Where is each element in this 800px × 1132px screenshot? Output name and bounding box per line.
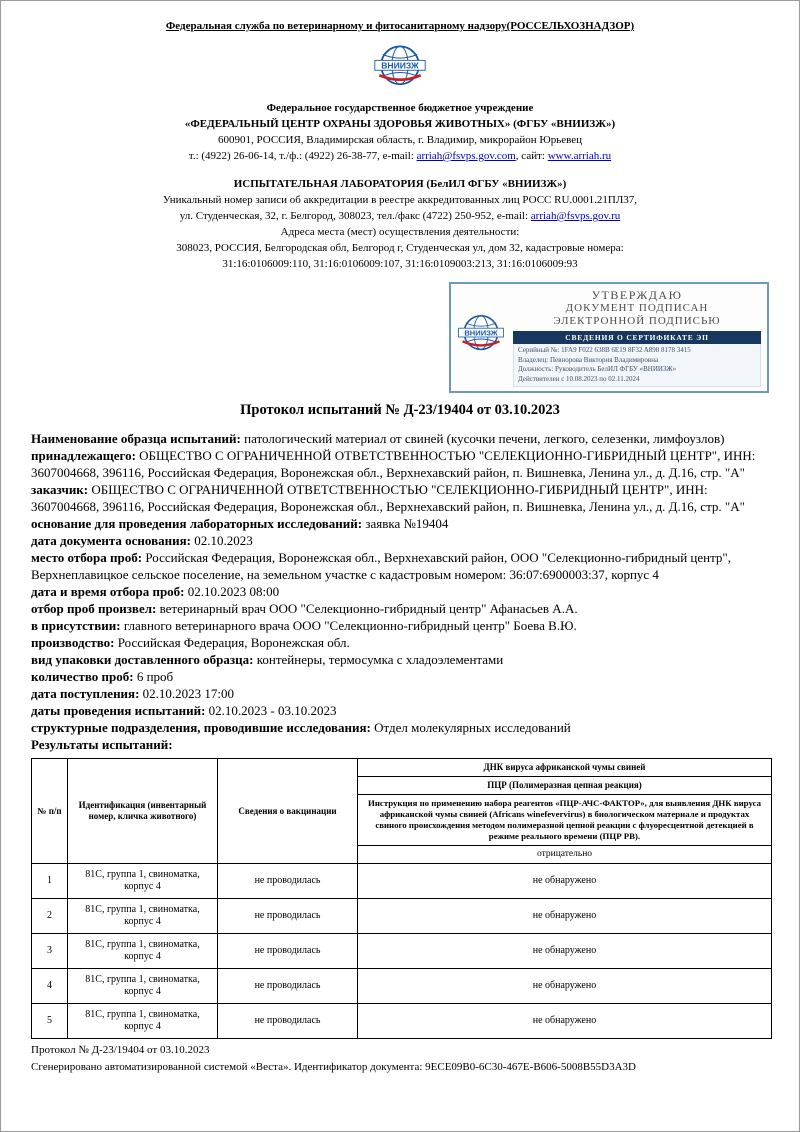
field-receipt-date bbox=[31, 685, 769, 702]
field-label: дата поступления: bbox=[31, 686, 140, 701]
field-sampler bbox=[31, 600, 769, 617]
stamp-signed-line-1: ДОКУМЕНТ ПОДПИСАН bbox=[565, 302, 709, 314]
results-heading bbox=[31, 736, 769, 753]
logo-text: ВНИИЗЖ bbox=[381, 60, 419, 71]
row-identification: 81С, группа 1, свиноматка, корпус 4 bbox=[68, 969, 218, 1004]
field-label: структурные подразделения, проводившие исследования: bbox=[31, 720, 371, 735]
stamp-vniizh-globe-logo-icon bbox=[457, 311, 505, 359]
header-norm: отрицательно bbox=[358, 846, 772, 864]
stamp-logo-text: ВНИИЗЖ bbox=[464, 328, 498, 338]
stamp-validity: Действителен с 10.08.2023 по 02.11.2024 bbox=[518, 374, 640, 383]
row-num: 5 bbox=[32, 1004, 68, 1039]
org-contacts-prefix: т.: (4922) 26-06-14, т./ф.: (4922) 26-38-77, e-mail: bbox=[188, 150, 417, 162]
field-test-dates bbox=[31, 702, 769, 719]
table-row bbox=[32, 969, 772, 1004]
field-value: Отдел молекулярных исследований bbox=[370, 720, 571, 735]
field-label: дата документа основания: bbox=[31, 533, 191, 548]
row-identification: 81С, группа 1, свиноматка, корпус 4 bbox=[68, 899, 218, 934]
spacer bbox=[31, 164, 769, 176]
field-sample-name bbox=[31, 430, 769, 447]
table-header-row bbox=[32, 759, 772, 777]
lab-name: ИСПЫТАТЕЛЬНАЯ ЛАБОРАТОРИЯ (БелИЛ ФГБУ «ВНИИЗЖ») bbox=[233, 178, 567, 190]
field-value: 6 проб bbox=[133, 669, 174, 684]
table-row bbox=[32, 934, 772, 969]
field-sampling-datetime bbox=[31, 583, 769, 600]
document-title: Протокол испытаний № Д-23/19404 от 03.10.2023 bbox=[240, 402, 560, 418]
electronic-signature-stamp bbox=[449, 282, 769, 393]
row-result: не обнаружено bbox=[358, 899, 772, 934]
field-label: отбор проб произвел: bbox=[31, 601, 157, 616]
table-row bbox=[32, 864, 772, 899]
field-label: Наименование образца испытаний: bbox=[31, 431, 241, 446]
row-result: не обнаружено bbox=[358, 969, 772, 1004]
stamp-signed-line-2: ЭЛЕКТРОННОЙ ПОДПИСЬЮ bbox=[553, 315, 721, 327]
lab-activity-label: Адреса места (мест) осуществления деятельности: bbox=[280, 226, 520, 238]
field-label: основание для проведения лабораторных исследований: bbox=[31, 516, 363, 531]
field-label: дата и время отбора проб: bbox=[31, 584, 185, 599]
header-pcr: ПЦР (Полимеразная цепная реакция) bbox=[358, 777, 772, 795]
field-value: патологический материал от свиней (кусочки печени, легкого, селезенки, лимфоузлов) bbox=[240, 431, 725, 446]
field-departments bbox=[31, 719, 769, 736]
field-packaging bbox=[31, 651, 769, 668]
lab-email-link[interactable]: arriah@fsvps.gov.ru bbox=[530, 210, 621, 222]
row-num: 4 bbox=[32, 969, 68, 1004]
header-dnk: ДНК вируса африканской чумы свиней bbox=[358, 759, 772, 777]
field-value: ветеринарный врач ООО "Селекционно-гибридный центр" Афанасьев А.А. bbox=[156, 601, 578, 616]
org-type: Федеральное государственное бюджетное учреждение bbox=[266, 102, 534, 114]
field-label: даты проведения испытаний: bbox=[31, 703, 206, 718]
org-name: «ФЕДЕРАЛЬНЫЙ ЦЕНТР ОХРАНЫ ЗДОРОВЬЯ ЖИВОТНЫХ» (ФГБУ «ВНИИЗЖ») bbox=[184, 118, 616, 130]
field-value: 02.10.2023 bbox=[190, 533, 253, 548]
field-sample-count bbox=[31, 668, 769, 685]
stamp-row bbox=[31, 282, 769, 393]
lab-activity-address: 308023, РОССИЯ, Белгородская обл, Белгород г, Студенческая ул, дом 32, кадастровые номера: bbox=[176, 242, 624, 254]
footer bbox=[31, 1043, 769, 1075]
row-result: не обнаружено bbox=[358, 934, 772, 969]
field-value: Российская Федерация, Воронежская обл. bbox=[114, 635, 350, 650]
field-label: производство: bbox=[31, 635, 115, 650]
row-num: 3 bbox=[32, 934, 68, 969]
header-method: Инструкция по применению набора реагентов «ПЦР-АЧС-ФАКТОР», для выявления ДНК вируса африканской чумы свиней (Africans winefevervirus) в биологическом материале и продуктах свиного происхождения методом полимеразной цепной реакции с флуоресцентной детекцией в режиме реального времени (ПЦР РВ). bbox=[358, 795, 772, 846]
results-table bbox=[31, 758, 772, 1039]
field-label: принадлежащего: bbox=[31, 448, 136, 463]
lab-contacts bbox=[31, 208, 769, 224]
vniizh-globe-logo-icon bbox=[373, 41, 427, 95]
row-num: 2 bbox=[32, 899, 68, 934]
field-label: количество проб: bbox=[31, 669, 134, 684]
field-value: главного ветеринарного врача ООО "Селекционно-гибридный центр" Боева В.Ю. bbox=[120, 618, 577, 633]
table-row bbox=[32, 1004, 772, 1039]
field-value: ОБЩЕСТВО С ОГРАНИЧЕННОЙ ОТВЕТСТВЕННОСТЬЮ "СЕЛЕКЦИОННО-ГИБРИДНЫЙ ЦЕНТР", ИНН: 3607004668, 396116, Российская Федерация, Воронежская обл., Верхнехавский район, п. Вишневка, Ленина ул., д. Д.16, стр. "А" bbox=[31, 482, 745, 514]
table-row bbox=[32, 899, 772, 934]
field-production bbox=[31, 634, 769, 651]
header-vaccination: Сведения о вакцинации bbox=[218, 759, 358, 864]
row-vaccination: не проводилась bbox=[218, 969, 358, 1004]
lab-address-prefix: ул. Студенческая, 32, г. Белгород, 308023, тел./факс (4722) 250-952, e-mail: bbox=[179, 210, 531, 222]
field-owner bbox=[31, 447, 769, 481]
stamp-approve-label: УТВЕРЖДАЮ bbox=[591, 288, 683, 302]
field-label: Результаты испытаний: bbox=[31, 737, 173, 752]
field-value: контейнеры, термосумка с хладоэлементами bbox=[253, 652, 504, 667]
row-vaccination: не проводилась bbox=[218, 934, 358, 969]
field-value: 02.10.2023 17:00 bbox=[139, 686, 235, 701]
field-value: 02.10.2023 - 03.10.2023 bbox=[205, 703, 337, 718]
row-vaccination: не проводилась bbox=[218, 864, 358, 899]
row-identification: 81С, группа 1, свиноматка, корпус 4 bbox=[68, 934, 218, 969]
stamp-serial-number: Серийный №: 1FA9 F022 638B 6E19 8F32 A898 8178 3415 bbox=[518, 346, 691, 354]
row-result: не обнаружено bbox=[358, 864, 772, 899]
field-value: 02.10.2023 08:00 bbox=[184, 584, 280, 599]
lab-cadastral-numbers: 31:16:0106009:110, 31:16:0106009:107, 31:16:0109003:213, 31:16:0106009:93 bbox=[222, 258, 578, 270]
lab-accreditation: Уникальный номер записи об аккредитации в реестре аккредитованных лиц РОСС RU.0001.21ПЛ37, bbox=[162, 194, 638, 206]
field-label: заказчик: bbox=[31, 482, 89, 497]
field-label: в присутствии: bbox=[31, 618, 121, 633]
field-value: заявка №19404 bbox=[362, 516, 449, 531]
field-basis bbox=[31, 515, 769, 532]
org-contacts-mid: , сайт: bbox=[515, 150, 548, 162]
agency-name: Федеральная служба по ветеринарному и фитосанитарному надзору(РОССЕЛЬХОЗНАДЗОР) bbox=[165, 20, 635, 32]
row-identification: 81С, группа 1, свиноматка, корпус 4 bbox=[68, 1004, 218, 1039]
org-email-link[interactable]: arriah@fsvps.gov.com bbox=[416, 150, 516, 162]
stamp-body bbox=[513, 288, 761, 387]
org-site-link[interactable]: www.arriah.ru bbox=[547, 150, 612, 162]
stamp-certificate-band: СВЕДЕНИЯ О СЕРТИФИКАТЕ ЭП bbox=[513, 331, 761, 344]
field-sampling-place bbox=[31, 549, 769, 583]
field-label: вид упаковки доставленного образца: bbox=[31, 652, 254, 667]
row-identification: 81С, группа 1, свиноматка, корпус 4 bbox=[68, 864, 218, 899]
stamp-position: Должность: Руководитель БелИЛ ФГБУ «ВНИИЗЖ» bbox=[518, 365, 677, 373]
footer-generated-by: Сгенерировано автоматизированной системой «Веста». Идентификатор документа: 9ECE09B0-6C30-467E-B606-5008B55D3A3D bbox=[31, 1061, 636, 1073]
field-basis-date bbox=[31, 532, 769, 549]
header-identification: Идентификация (инвентарный номер, кличка животного) bbox=[68, 759, 218, 864]
field-value: ОБЩЕСТВО С ОГРАНИЧЕННОЙ ОТВЕТСТВЕННОСТЬЮ "СЕЛЕКЦИОННО-ГИБРИДНЫЙ ЦЕНТР", ИНН: 3607004668, 396116, Российская Федерация, Воронежская обл., Верхнехавский район, п. Вишневка, Ленина ул., д. Д.16, стр. "А" bbox=[31, 448, 756, 480]
field-witness bbox=[31, 617, 769, 634]
stamp-logo-wrap bbox=[457, 311, 505, 364]
row-vaccination: не проводилась bbox=[218, 899, 358, 934]
row-num: 1 bbox=[32, 864, 68, 899]
footer-protocol-number: Протокол № Д-23/19404 от 03.10.2023 bbox=[31, 1044, 210, 1056]
org-address: 600901, РОССИЯ, Владимирская область, г. Владимир, микрорайон Юрьевец bbox=[218, 134, 582, 146]
row-vaccination: не проводилась bbox=[218, 1004, 358, 1039]
stamp-owner: Владелец: Певнорова Виктория Владимировна bbox=[518, 355, 659, 364]
field-value: Российская Федерация, Воронежская обл., Верхнехавский район, ООО "Селекционно-гибридный центр", Верхнеплавицкое сельское поселение, на земельном участке с кадастровым номером: 36:07:6900003:37, корпус 4 bbox=[31, 550, 731, 582]
row-result: не обнаружено bbox=[358, 1004, 772, 1039]
field-customer bbox=[31, 481, 769, 515]
org-contacts bbox=[31, 148, 769, 164]
header-num: № п/п bbox=[32, 759, 68, 864]
stamp-certificate-details bbox=[513, 344, 761, 387]
field-label: место отбора проб: bbox=[31, 550, 143, 565]
